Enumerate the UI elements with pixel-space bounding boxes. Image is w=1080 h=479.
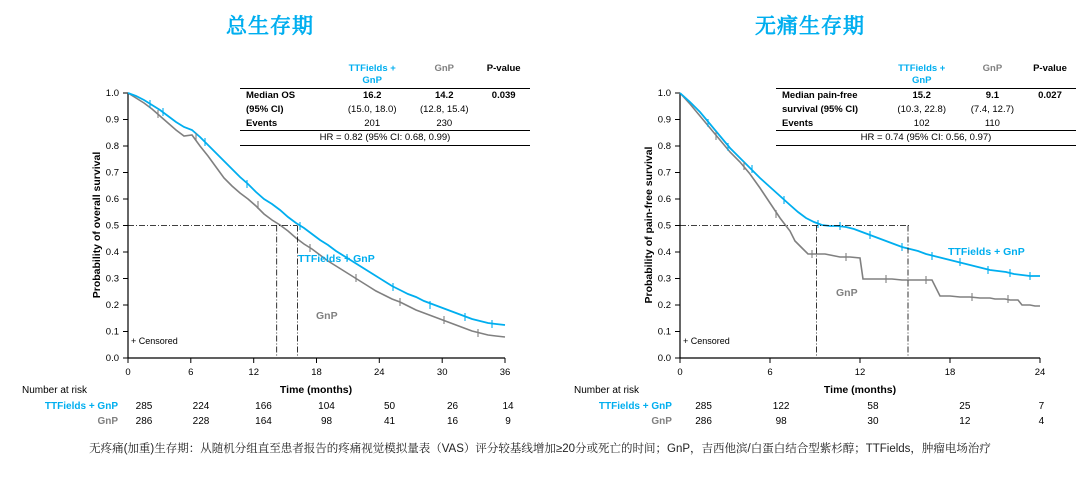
svg-text:0.1: 0.1 bbox=[105, 326, 119, 338]
risk-cell: 98 bbox=[775, 416, 787, 427]
risk-table-pfs bbox=[574, 385, 1072, 429]
risk-cell: 164 bbox=[255, 416, 272, 427]
stats-row-label-ci: survival (95% CI) bbox=[782, 103, 859, 115]
svg-text:0: 0 bbox=[677, 367, 683, 378]
risk-cell: 104 bbox=[318, 401, 335, 412]
stats-ci-gnp: (7.4, 12.7) bbox=[970, 103, 1015, 115]
stats-median-ttfields: 16.2 bbox=[362, 89, 382, 101]
svg-text:0.2: 0.2 bbox=[105, 300, 119, 311]
svg-text:0.6: 0.6 bbox=[105, 194, 119, 205]
risk-row-label-gnp: GnP bbox=[97, 416, 118, 427]
risk-cell: 4 bbox=[1038, 416, 1045, 427]
stats-median-ttfields: 15.2 bbox=[912, 89, 931, 101]
x-axis-title-pfs: Time (months) bbox=[823, 384, 897, 396]
series-label-ttfields-pfs: TTFields + GnP bbox=[948, 246, 1025, 258]
stats-pvalue: 0.039 bbox=[491, 89, 516, 101]
svg-text:0.0: 0.0 bbox=[105, 353, 119, 364]
risk-cell: 50 bbox=[383, 401, 396, 412]
svg-text:0.3: 0.3 bbox=[105, 273, 119, 285]
table-row bbox=[22, 414, 532, 429]
y-axis-title-pfs: Probability of pain-free survival bbox=[643, 146, 655, 304]
stats-events-gnp: 110 bbox=[984, 117, 1000, 129]
risk-cell: 285 bbox=[135, 401, 153, 412]
stats-row-label-events: Events bbox=[246, 117, 278, 129]
risk-row-label-ttfields: TTFields + GnP bbox=[44, 401, 118, 412]
svg-text:0.7: 0.7 bbox=[105, 167, 119, 179]
risk-table-title-os: Number at risk bbox=[22, 385, 88, 396]
svg-text:0.3: 0.3 bbox=[657, 273, 671, 285]
risk-cell: 41 bbox=[383, 416, 396, 427]
risk-cell: 98 bbox=[320, 416, 333, 427]
table-row bbox=[574, 399, 1072, 414]
svg-text:0.8: 0.8 bbox=[657, 141, 671, 152]
svg-text:0.9: 0.9 bbox=[657, 114, 671, 126]
censored-note-pfs: + Censored bbox=[683, 336, 730, 346]
stats-header-gnp: GnP bbox=[982, 63, 1003, 74]
stats-median-gnp: 14.2 bbox=[434, 89, 454, 101]
risk-cell: 7 bbox=[1038, 401, 1045, 412]
risk-table-os bbox=[22, 385, 532, 429]
svg-text:0.2: 0.2 bbox=[657, 300, 671, 311]
series-label-ttfields-os: TTFields + GnP bbox=[298, 253, 375, 265]
panel-title-overall-survival: 总生存期 bbox=[226, 15, 314, 38]
svg-text:12: 12 bbox=[854, 367, 866, 378]
svg-text:0.1: 0.1 bbox=[657, 326, 671, 338]
table-row bbox=[574, 414, 1072, 429]
risk-table-title-pfs: Number at risk bbox=[574, 385, 640, 396]
stats-header-ttfields: TTFields + GnP bbox=[898, 63, 946, 86]
svg-text:0.4: 0.4 bbox=[657, 247, 671, 258]
stats-hr-os: HR = 0.82 (95% CI: 0.68, 0.99) bbox=[240, 131, 530, 146]
risk-cell: 285 bbox=[695, 401, 712, 412]
stats-row-label-median: Median OS bbox=[246, 89, 296, 101]
stats-events-ttfields: 201 bbox=[364, 117, 381, 129]
svg-text:0.4: 0.4 bbox=[105, 247, 119, 258]
risk-cell: 224 bbox=[192, 401, 210, 412]
stats-median-gnp: 9.1 bbox=[985, 89, 999, 101]
risk-cell: 25 bbox=[959, 401, 971, 412]
svg-text:12: 12 bbox=[248, 367, 259, 378]
svg-text:18: 18 bbox=[311, 367, 322, 378]
svg-text:6: 6 bbox=[767, 367, 773, 378]
svg-text:0.5: 0.5 bbox=[657, 220, 671, 232]
series-label-gnp-pfs: GnP bbox=[836, 287, 858, 299]
risk-row-label-ttfields: TTFields + GnP bbox=[598, 401, 672, 412]
svg-text:0.9: 0.9 bbox=[105, 114, 119, 126]
stats-header-pvalue: P-value bbox=[1033, 63, 1067, 74]
svg-text:0.8: 0.8 bbox=[105, 141, 119, 152]
stats-events-ttfields: 102 bbox=[913, 117, 930, 129]
svg-text:36: 36 bbox=[499, 367, 511, 378]
stats-box-os bbox=[240, 62, 530, 146]
footnote: 无疼痛(加重)生存期：从随机分组直至患者报告的疼痛视觉模拟量表（VAS）评分较基线增加≥20分或死亡的时间；GnP，吉西他滨/白蛋白结合型紫杉醇；TTFields，肿瘤电场治疗 bbox=[89, 443, 991, 455]
stats-header-pvalue: P-value bbox=[486, 63, 521, 74]
risk-cell: 9 bbox=[505, 416, 511, 427]
risk-cell: 12 bbox=[959, 416, 971, 427]
risk-row-label-gnp: GnP bbox=[651, 416, 672, 427]
svg-text:0.5: 0.5 bbox=[105, 220, 119, 232]
stats-header-ttfields: TTFields + GnP bbox=[348, 63, 396, 86]
risk-cell: 16 bbox=[446, 416, 459, 427]
svg-text:0.0: 0.0 bbox=[657, 353, 671, 364]
series-label-gnp-os: GnP bbox=[316, 310, 338, 322]
svg-text:0.7: 0.7 bbox=[657, 167, 671, 179]
stats-ci-gnp: (12.8, 15.4) bbox=[419, 103, 469, 115]
risk-cell: 166 bbox=[255, 401, 272, 412]
stats-events-gnp: 230 bbox=[436, 117, 453, 129]
stats-row-label-ci: (95% CI) bbox=[246, 103, 284, 115]
risk-cell: 286 bbox=[135, 416, 153, 427]
svg-text:30: 30 bbox=[436, 367, 448, 378]
stats-row-label-events: Events bbox=[782, 117, 814, 129]
stats-ci-ttfields: (15.0, 18.0) bbox=[347, 103, 397, 115]
panel-pain-free-survival bbox=[540, 0, 1080, 479]
x-axis-title-os: Time (months) bbox=[279, 384, 353, 396]
stats-box-pfs bbox=[776, 62, 1076, 146]
svg-text:18: 18 bbox=[944, 367, 956, 378]
risk-cell: 14 bbox=[502, 401, 514, 412]
stats-ci-ttfields: (10.3, 22.8) bbox=[897, 103, 947, 115]
svg-text:0.6: 0.6 bbox=[657, 194, 671, 205]
censored-note-os: + Censored bbox=[131, 336, 178, 346]
table-row bbox=[22, 399, 532, 414]
risk-cell: 26 bbox=[446, 401, 459, 412]
stats-header-gnp: GnP bbox=[434, 63, 454, 74]
y-axis-title-os: Probability of overall survival bbox=[91, 151, 103, 299]
risk-cell: 30 bbox=[867, 416, 879, 427]
stats-hr-pfs: HR = 0.74 (95% CI: 0.56, 0.97) bbox=[776, 131, 1076, 146]
svg-text:24: 24 bbox=[1034, 367, 1046, 378]
svg-text:6: 6 bbox=[188, 367, 194, 378]
svg-text:1.0: 1.0 bbox=[657, 88, 671, 99]
stats-pvalue: 0.027 bbox=[1038, 89, 1062, 101]
svg-text:0: 0 bbox=[125, 367, 131, 378]
stats-row-label-median: Median pain-free bbox=[782, 89, 858, 101]
risk-cell: 286 bbox=[695, 416, 712, 427]
risk-cell: 228 bbox=[192, 416, 210, 427]
risk-cell: 58 bbox=[867, 401, 879, 412]
svg-text:24: 24 bbox=[374, 367, 385, 378]
svg-text:1.0: 1.0 bbox=[105, 88, 119, 99]
risk-cell: 122 bbox=[772, 401, 790, 412]
panel-title-pain-free-survival: 无痛生存期 bbox=[755, 15, 865, 38]
